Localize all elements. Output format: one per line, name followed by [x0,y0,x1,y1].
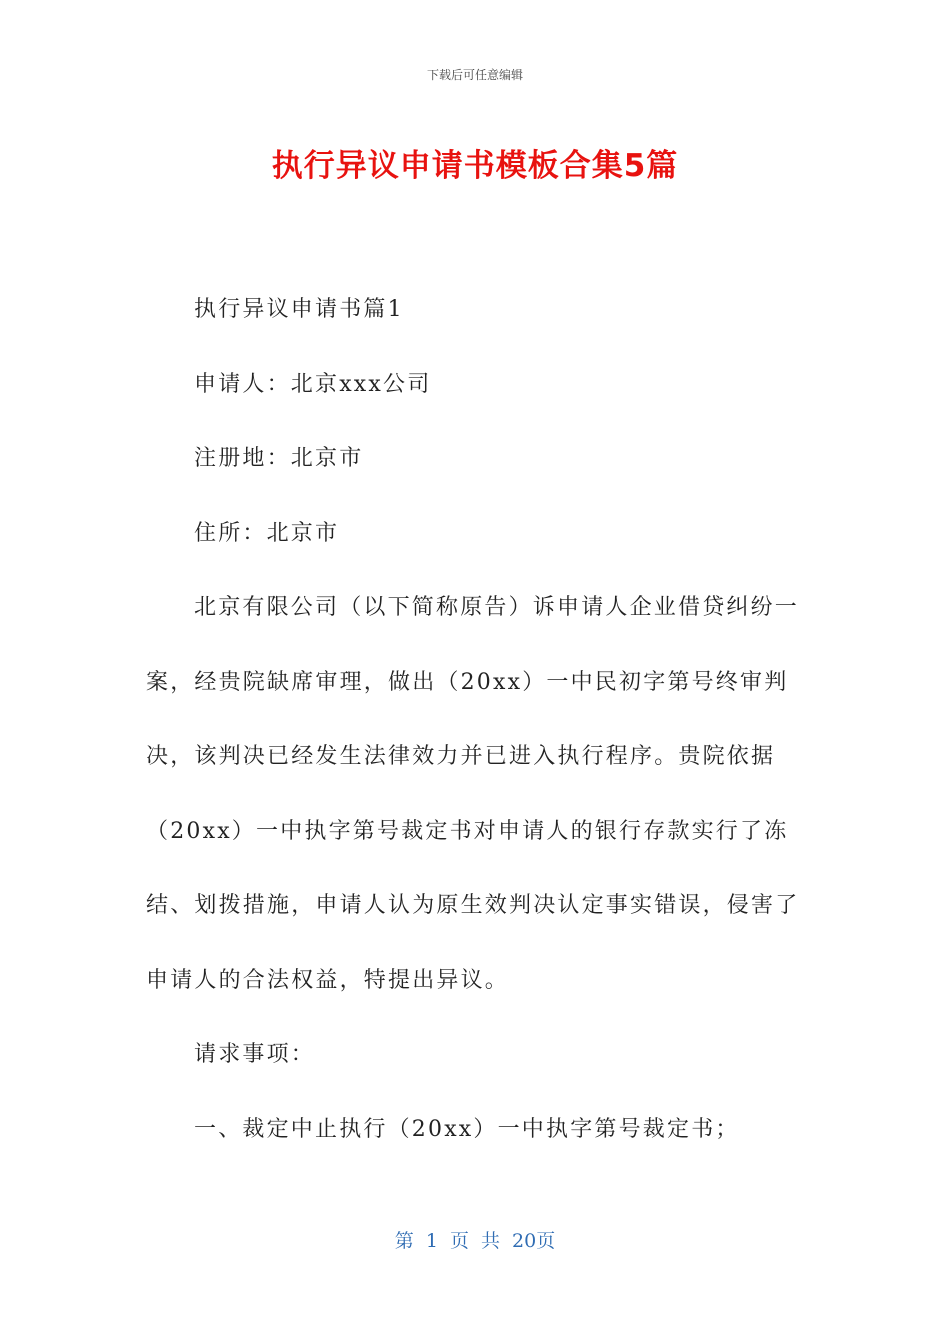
paragraph-registered-address: 注册地：北京市 [194,446,364,471]
page-footer: 第 1 页 共 20页 [394,1230,556,1252]
document-body [146,273,814,1167]
paragraph-section-heading: 执行异议申请书篇1 [194,297,404,322]
paragraph-request-item-1: 一、裁定中止执行（20xx）一中执字第号裁定书； [194,1116,740,1142]
paragraph-applicant: 申请人：北京xxx公司 [194,371,432,397]
paragraph-requests-heading: 请求事项： [194,1042,316,1067]
document-title: 执行异议申请书模板合集5篇 [271,148,679,184]
paragraph-residence: 住所：北京市 [194,520,340,546]
header-note: 下载后可任意编辑 [426,68,523,82]
paragraph-facts: 北京有限公司（以下简称原告）诉申请人企业借贷纠纷一案，经贵院缺席审理，做出（20xx）一中民初字第号终审判决，该判决已经发生法律效力并已进入执行程序。贵院依据（20xx）一中执字第号裁定书对申请人的银行存款实行了冻结、划拨措施，申请人认为原生效判决认定事实错误，侵害了申请人的合法权益，特提出异议。 [146,595,800,993]
